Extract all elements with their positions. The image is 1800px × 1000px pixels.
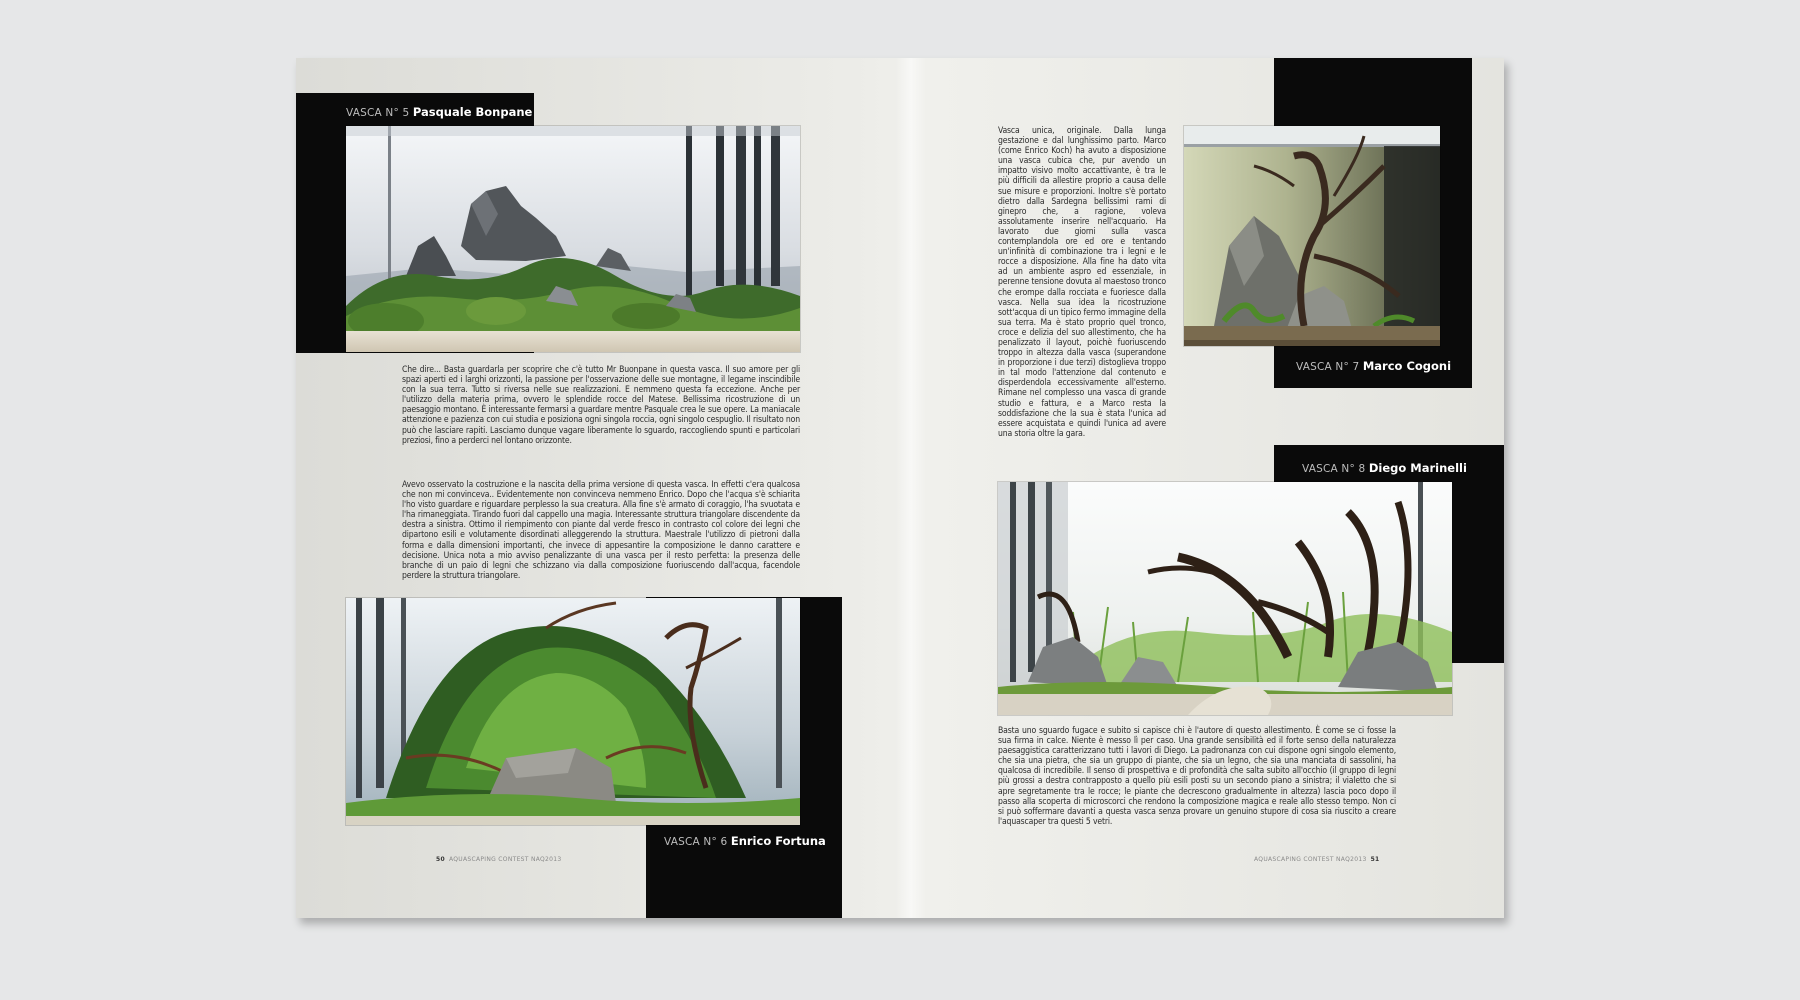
tank8-review-text: Basta uno sguardo fugace e subito si capisce chi è l'autore di questo allestimento. È come se ci fosse la sua firma in calce. Niente è messo lì per caso. Una grande sensibilità ed il forte senso della naturalezza paesaggistica caratterizzano tutti i lavori di Diego. La padronanza con cui dispone ogni singolo elemento, che sia una pietra, che sia un gruppo di piante, che sia un legno, che sia una manciata di sassolini, ha qualcosa di incredibile. Il senso di prospettiva e di profondità che salta subito all'occhio (il gruppo di legni più grossi a destra contrapposto a quello più esili posti su un secondo piano a sinistra; il vialetto che si apre segretamente tra le rocce; le piante che decrescono gradualmente in altezza) lascia poco dopo il passo alla scoperta di microscorci che rendono la composizione magica e reale allo stesso tempo. Non ci si può soffermare davanti a questa vasca senza provare un genuino stupore di cosa sia riuscito a creare l'aquascaper tra questi 5 vetri. bbox=[998, 726, 1396, 827]
tank5-photo bbox=[346, 126, 800, 352]
right-page-number: 51 bbox=[1370, 856, 1380, 863]
tank6-label-prefix: VASCA N° 6 bbox=[664, 836, 728, 848]
spine-highlight bbox=[896, 58, 926, 918]
tank5-author-name: Pasquale Bonpane bbox=[412, 105, 533, 119]
right-folio-text: AQUASCAPING CONTEST NAQ2013 bbox=[1254, 856, 1367, 863]
tank6-label bbox=[664, 834, 826, 848]
tank8-label bbox=[1302, 461, 1467, 475]
right-page-folio bbox=[1254, 856, 1384, 863]
left-page-number: 50 bbox=[436, 856, 445, 863]
tank5-label-prefix: VASCA N° 5 bbox=[346, 107, 410, 119]
tank7-review-text: Vasca unica, originale. Dalla lunga gestazione e dal lunghissimo parto. Marco (come Enrico Koch) ha avuto a disposizione una vasca cubica che, pur avendo un impatto visivo molto accattivante, è tra le più difficili da allestire proprio a causa delle sue misure e proporzioni. Inoltre s'è portato dietro dalla Sardegna bellissimi rami di ginepro che, a ragione, voleva assolutamente inserire nell'acquario. Ha lavorato due giorni sulla vasca contemplandola ore ed ore e tentando un'infinità di combinazione tra i legni e le rocce a disposizione. Alla fine ha dato vita ad un ambiente aspro ed essenziale, in perenne tensione dovuta al maestoso tronco che erompe dalla rocciata e fuoriesce dalla vasca. Nella sua idea la ricostruzione sott'acqua di un tipico fermo immagine della sua terra. Ma è stato proprio quel tronco, croce e delizia del suo allestimento, che ha penalizzato il layout, poichè fuoriuscendo troppo in altezza dalla vasca (superandone in proporzione i due terzi) distoglieva troppo in tal modo l'attenzione dal contenuto e disperdendola eccessivamente all'esterno. Rimane nel complesso una vasca di grande studio e fattura, e a Marco resta la soddisfazione che la sua è stata l'unica ad essere acquistata e quindi l'unica ad avere una storia oltre la gara. bbox=[998, 126, 1166, 439]
tank7-label bbox=[1296, 359, 1451, 373]
tank6-author-name: Enrico Fortuna bbox=[730, 834, 826, 848]
tank7-photo bbox=[1184, 126, 1440, 346]
tank5-review-text: Che dire... Basta guardarla per scoprire che c'è tutto Mr Buonpane in questa vasca. Il suo amore per gli spazi aperti ed i larghi orizzonti, la passione per l'osservazione delle sue montagne, il legame inscindibile con la sua terra. Tutto si riversa nelle sue realizzazioni. E nemmeno questa fa eccezione. Anche per l'utilizzo della materia prima, ovvero le splendide rocce del Matese. Bellissima ricostruzione di un paesaggio montano. È interessante fermarsi a guardare mentre Pasquale crea le sue opere. La maniacale attenzione e pazienza con cui studia e posiziona ogni singola roccia, ogni singolo cespuglio. Il risultato non può che lasciare rapiti. Lasciamo dunque vagare liberamente lo sguardo, raccogliendo spunti e particolari preziosi, fino a perderci nel lontano orizzonte. bbox=[402, 365, 800, 446]
tank8-author-name: Diego Marinelli bbox=[1368, 461, 1467, 475]
tank7-author-name: Marco Cogoni bbox=[1362, 359, 1452, 373]
tank6-photo bbox=[346, 598, 800, 825]
tank6-review-text: Avevo osservato la costruzione e la nascita della prima versione di questa vasca. In effetti c'era qualcosa che non mi convinceva.. Evidentemente non convinceva nemmeno Enrico. Dopo che l'acqua s'è schiarita l'ho visto guardare e riguardare perplesso la sua creatura. Alla fine s'è armato di coraggio, l'ha svuotata e l'ha rimaneggiata. Tirando fuori dal cappello una magia. Interessante struttura triangolare discendente da destra a sinistra. Ottimo il riempimento con piante dal verde fresco in contrasto col colore dei legni che dipartono esili e volutamente disordinati alleggerendo la struttura. Maestrale l'utilizzo di pietroni dalla forma e dalla dimensioni importanti, che invece di appesantire la composizione le danno carattere e decisione. Unica nota a mio avviso penalizzante di una vasca per il resto perfetta: la presenza delle branche di un paio di legni che schizzano via dalla composizione fuoriuscendo dall'acqua, facendole perdere la struttura triangolare. bbox=[402, 480, 800, 581]
left-folio-text: AQUASCAPING CONTEST NAQ2013 bbox=[448, 856, 562, 863]
tank8-photo bbox=[998, 482, 1452, 715]
magazine-spread bbox=[296, 58, 1504, 918]
tank7-label-prefix: VASCA N° 7 bbox=[1296, 361, 1360, 373]
tank8-label-prefix: VASCA N° 8 bbox=[1302, 463, 1366, 475]
left-page-folio bbox=[432, 856, 562, 863]
tank5-label bbox=[346, 105, 532, 119]
